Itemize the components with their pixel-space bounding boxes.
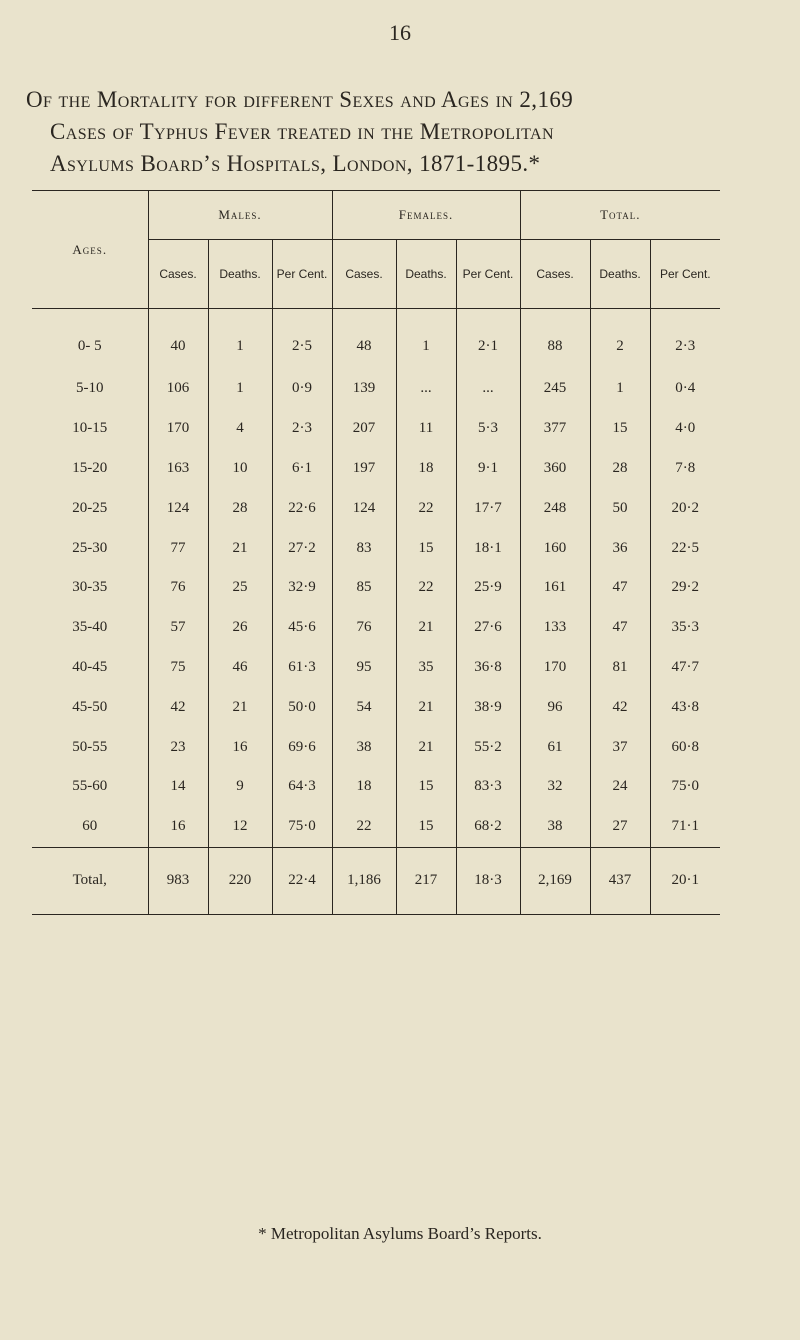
table-cell: 18: [396, 449, 456, 489]
table-cell: 38: [332, 727, 396, 767]
total-cell: 1,186: [332, 847, 396, 914]
footnote: * Metropolitan Asylums Board’s Reports.: [258, 1224, 542, 1243]
table-cell: 38·9: [456, 687, 520, 727]
table-cell: 64·3: [272, 767, 332, 807]
total-label-cell: Total,: [32, 847, 148, 914]
table-cell: 377: [520, 409, 590, 449]
total-cell: 18·3: [456, 847, 520, 914]
table-cell: 170: [148, 409, 208, 449]
table-cell: 5·3: [456, 409, 520, 449]
table-cell: 27·6: [456, 608, 520, 648]
table-cell: 161: [520, 568, 590, 608]
table-cell: 42: [148, 687, 208, 727]
table-cell: 6·1: [272, 449, 332, 489]
females-header: Females.: [332, 191, 520, 240]
table-cell: 28: [208, 488, 272, 528]
table-cell: 83: [332, 528, 396, 568]
table-cell: 96: [520, 687, 590, 727]
total-cell: 22·4: [272, 847, 332, 914]
table-cell: 28: [590, 449, 650, 489]
table-cell: 160: [520, 528, 590, 568]
table-row: [32, 687, 720, 727]
females-deaths-header: Deaths.: [396, 240, 456, 309]
table-cell: 4·0: [650, 409, 720, 449]
table-cell: 71·1: [650, 807, 720, 847]
table-cell: 24: [590, 767, 650, 807]
males-cases-header: Cases.: [148, 240, 208, 309]
table-cell: 16: [208, 727, 272, 767]
table-cell: 11: [396, 409, 456, 449]
table-cell: 21: [208, 687, 272, 727]
ages-header: Ages.: [32, 191, 148, 309]
age-cell: 60: [82, 818, 98, 835]
table-cell: 21: [396, 727, 456, 767]
age-cell: 0- 5: [77, 337, 102, 354]
table-cell: 22: [396, 488, 456, 528]
table-cell: 32·9: [272, 568, 332, 608]
table-cell: 88: [520, 309, 590, 370]
total-cases-header: Cases.: [520, 240, 590, 309]
table-cell: 21: [208, 528, 272, 568]
total-cell: 2,169: [520, 847, 590, 914]
total-cell: 217: [396, 847, 456, 914]
table-cell: 61: [520, 727, 590, 767]
table-cell: 18: [332, 767, 396, 807]
table-cell: 47·7: [650, 648, 720, 688]
table-cell: 15: [396, 767, 456, 807]
males-header: Males.: [148, 191, 332, 240]
table-cell: 55·2: [456, 727, 520, 767]
table-cell: 163: [148, 449, 208, 489]
table-cell: 75·0: [650, 767, 720, 807]
table-cell: 9·1: [456, 449, 520, 489]
table-cell: 15: [396, 528, 456, 568]
total-cell: 437: [590, 847, 650, 914]
age-cell: 50-55: [72, 738, 108, 755]
title-line-3: Asylums Board’s Hospitals, London, 1871-1895.*: [50, 151, 541, 176]
table-cell: 57: [148, 608, 208, 648]
table-cell: 50·0: [272, 687, 332, 727]
table-cell: 37: [590, 727, 650, 767]
table-cell: 50: [590, 488, 650, 528]
table-cell: 0·4: [650, 369, 720, 409]
table-cell: 22·6: [272, 488, 332, 528]
table-cell: 83·3: [456, 767, 520, 807]
table-cell: 10: [208, 449, 272, 489]
table-cell: ...: [396, 369, 456, 409]
table-row: [32, 528, 720, 568]
table-cell: 2: [590, 309, 650, 370]
table-cell: 139: [332, 369, 396, 409]
table-cell: 75·0: [272, 807, 332, 847]
table-cell: 1: [208, 309, 272, 370]
age-cell: 40-45: [72, 658, 108, 675]
table-cell: 1: [396, 309, 456, 370]
table-cell: 4: [208, 409, 272, 449]
table-cell: 106: [148, 369, 208, 409]
age-cell: 30-35: [72, 579, 108, 596]
table-cell: 9: [208, 767, 272, 807]
total-percent-header: Per Cent.: [650, 240, 720, 309]
total-cell: 983: [148, 847, 208, 914]
table-cell: 18·1: [456, 528, 520, 568]
title-line-2: Cases of Typhus Fever treated in the Metropolitan: [50, 119, 554, 144]
table-cell: 42: [590, 687, 650, 727]
table-cell: 27: [590, 807, 650, 847]
total-cell: 220: [208, 847, 272, 914]
table-cell: 248: [520, 488, 590, 528]
table-cell: 35: [396, 648, 456, 688]
table-cell: ...: [456, 369, 520, 409]
table-cell: 15: [396, 807, 456, 847]
total-header: Total.: [520, 191, 720, 240]
table-cell: 76: [332, 608, 396, 648]
table-cell: 207: [332, 409, 396, 449]
table-cell: 133: [520, 608, 590, 648]
males-percent-header: Per Cent.: [272, 240, 332, 309]
table-row: [32, 608, 720, 648]
age-cell: 55-60: [72, 778, 108, 795]
table-cell: 20·2: [650, 488, 720, 528]
table-cell: 43·8: [650, 687, 720, 727]
table-row: [32, 369, 720, 409]
females-percent-header: Per Cent.: [456, 240, 520, 309]
table-cell: 68·2: [456, 807, 520, 847]
table-row: [32, 767, 720, 807]
table-cell: 27·2: [272, 528, 332, 568]
total-row: [32, 847, 720, 914]
table-cell: 21: [396, 608, 456, 648]
age-cell: 25-30: [72, 539, 108, 556]
table-cell: 7·8: [650, 449, 720, 489]
table-cell: 22: [396, 568, 456, 608]
table-cell: 40: [148, 309, 208, 370]
title-line-1: Of the Mortality for different Sexes and Ages in 2,169: [26, 87, 574, 112]
mortality-table: [32, 190, 720, 915]
age-cell: 15-20: [72, 459, 108, 476]
table-cell: 85: [332, 568, 396, 608]
table-cell: 26: [208, 608, 272, 648]
table-cell: 46: [208, 648, 272, 688]
table-cell: 17·7: [456, 488, 520, 528]
table-cell: 0·9: [272, 369, 332, 409]
total-deaths-header: Deaths.: [590, 240, 650, 309]
age-cell: 35-40: [72, 619, 108, 636]
table-cell: 75: [148, 648, 208, 688]
table-cell: 1: [208, 369, 272, 409]
table-row: [32, 488, 720, 528]
table-row: [32, 409, 720, 449]
age-cell: 10-15: [72, 420, 108, 437]
table-row: [32, 648, 720, 688]
table-cell: 197: [332, 449, 396, 489]
table-cell: 2·5: [272, 309, 332, 370]
males-deaths-header: Deaths.: [208, 240, 272, 309]
table-cell: 2·3: [650, 309, 720, 370]
table-cell: 25·9: [456, 568, 520, 608]
table-cell: 21: [396, 687, 456, 727]
table-cell: 61·3: [272, 648, 332, 688]
total-cell: 20·1: [650, 847, 720, 914]
table-cell: 69·6: [272, 727, 332, 767]
table-cell: 48: [332, 309, 396, 370]
table-cell: 35·3: [650, 608, 720, 648]
table-cell: 45·6: [272, 608, 332, 648]
table-cell: 12: [208, 807, 272, 847]
table-row: [32, 449, 720, 489]
table-cell: 14: [148, 767, 208, 807]
table-cell: 2·3: [272, 409, 332, 449]
table-row: [32, 727, 720, 767]
table-cell: 245: [520, 369, 590, 409]
table-cell: 29·2: [650, 568, 720, 608]
table-cell: 95: [332, 648, 396, 688]
page-number: 16: [389, 20, 411, 45]
table-cell: 81: [590, 648, 650, 688]
table-cell: 15: [590, 409, 650, 449]
age-cell: 20-25: [72, 499, 108, 516]
table-cell: 2·1: [456, 309, 520, 370]
table-cell: 25: [208, 568, 272, 608]
table-cell: 77: [148, 528, 208, 568]
table-cell: 54: [332, 687, 396, 727]
table-row: [32, 309, 720, 370]
table-cell: 38: [520, 807, 590, 847]
table-row: [32, 568, 720, 608]
table-cell: 47: [590, 568, 650, 608]
table-cell: 36: [590, 528, 650, 568]
females-cases-header: Cases.: [332, 240, 396, 309]
table-cell: 60·8: [650, 727, 720, 767]
table-cell: 16: [148, 807, 208, 847]
table-cell: 36·8: [456, 648, 520, 688]
table-cell: 124: [332, 488, 396, 528]
age-cell: 5-10: [76, 380, 104, 397]
age-cell: 45-50: [72, 698, 108, 715]
table-cell: 76: [148, 568, 208, 608]
page-title: [26, 84, 786, 180]
table-cell: 170: [520, 648, 590, 688]
table-cell: 22: [332, 807, 396, 847]
table-cell: 124: [148, 488, 208, 528]
table-cell: 23: [148, 727, 208, 767]
table-cell: 47: [590, 608, 650, 648]
table-cell: 32: [520, 767, 590, 807]
table-cell: 22·5: [650, 528, 720, 568]
table-cell: 360: [520, 449, 590, 489]
table-cell: 1: [590, 369, 650, 409]
table-row: [32, 807, 720, 847]
